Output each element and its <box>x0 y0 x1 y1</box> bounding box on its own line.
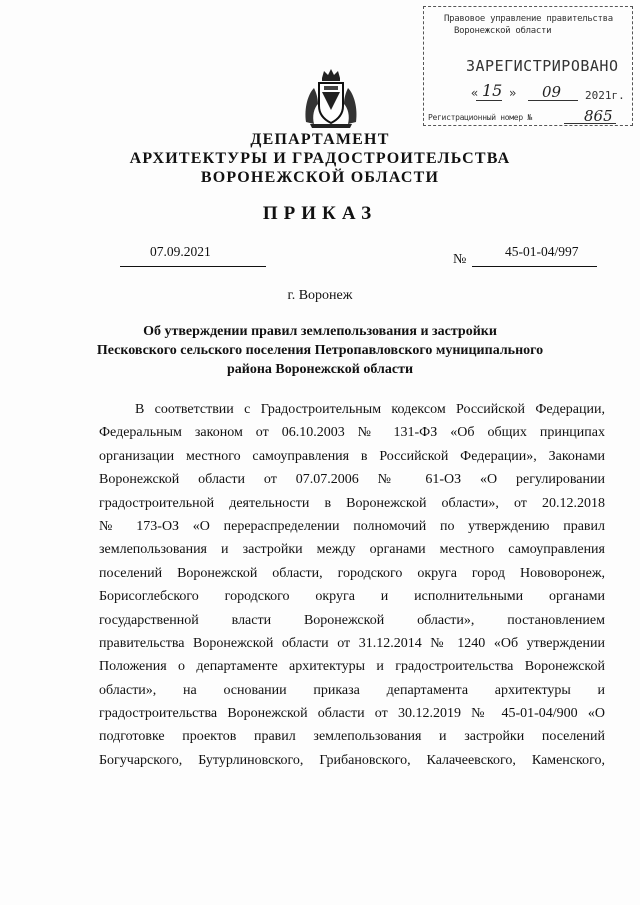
registration-stamp <box>423 6 633 126</box>
body-line: государственной власти Воронежской области», постановлением <box>99 612 605 628</box>
stamp-year: 2021г. <box>585 89 625 102</box>
body-line: поселений Воронежской области, городского округа город Нововоронеж, <box>99 565 605 581</box>
body-line: подготовке проектов правил землепользования и застройки поселений <box>99 729 605 745</box>
body-line: области», на основании приказа департамента архитектуры и <box>99 682 605 698</box>
stamp-day: 15 <box>482 81 503 100</box>
number-underline <box>472 266 597 267</box>
body-line: Федеральным законом от 06.10.2003 № 131-ФЗ «Об общих принципах <box>99 425 605 441</box>
stamp-month-underline <box>528 100 578 101</box>
department-name-line-1: ДЕПАРТАМЕНТ <box>250 131 390 148</box>
stamp-reg-number: 865 <box>584 107 613 125</box>
body-line: В соответствии с Градостроительным кодексом Российской Федерации, <box>135 402 605 417</box>
number-sign: № <box>453 252 467 267</box>
stamp-line-1: Правовое управление правительства <box>444 14 613 24</box>
body-line: правительства Воронежской области от 31.12.2014 № 1240 «Об утверждении <box>99 635 605 651</box>
subject-line-1: Об утверждении правил землепользования и застройки <box>143 324 497 339</box>
order-number: 45-01-04/997 <box>505 244 579 259</box>
stamp-day-underline <box>476 100 502 101</box>
body-line: градостроительства Воронежской области от 30.12.2019 № 45-01-04/900 «О <box>99 706 605 722</box>
subject-line-2: Песковского сельского поселения Петропавловского муниципального <box>96 343 544 358</box>
coat-of-arms-icon <box>300 68 362 130</box>
stamp-quote-open: « <box>471 86 479 100</box>
order-title: ПРИКАЗ <box>262 203 378 224</box>
stamp-month: 09 <box>542 83 562 101</box>
body-line: Положения о департаменте архитектуры и градостроительства Воронежской <box>99 659 605 675</box>
department-name-line-3: ВОРОНЕЖСКОЙ ОБЛАСТИ <box>200 169 440 186</box>
body-line: Богучарского, Бутурлиновского, Грибановского, Калачеевского, Каменского, <box>99 752 605 768</box>
date-underline <box>120 266 266 267</box>
body-text <box>99 398 605 772</box>
stamp-quote-close: » <box>509 86 517 100</box>
city: г. Воронеж <box>287 288 353 303</box>
body-line: градостроительной деятельности в Воронежской области», от 20.12.2018 <box>99 495 605 511</box>
subject-line-3: района Воронежской области <box>226 362 414 377</box>
body-line: № 173-ОЗ «О перераспределении полномочий по утверждению правил <box>99 518 605 534</box>
stamp-reg-label: Регистрационный номер № <box>428 113 532 122</box>
stamp-registered: ЗАРЕГИСТРИРОВАНО <box>466 57 619 75</box>
body-line: Борисоглебского городского округа и исполнительными органами <box>99 589 605 605</box>
department-name-line-2: АРХИТЕКТУРЫ И ГРАДОСТРОИТЕЛЬСТВА <box>129 150 511 167</box>
body-line: организации местного самоуправления в Российской Федерации», Законами <box>99 448 605 464</box>
body-line: землепользования и застройки между органами местного самоуправления <box>99 542 605 558</box>
order-date: 07.09.2021 <box>150 244 211 259</box>
stamp-line-2: Воронежской области <box>454 26 552 36</box>
stamp-number-underline <box>564 123 616 124</box>
body-line: Воронежской области от 07.07.2006 № 61-ОЗ «О регулировании <box>99 472 605 488</box>
order-subject <box>60 322 580 379</box>
